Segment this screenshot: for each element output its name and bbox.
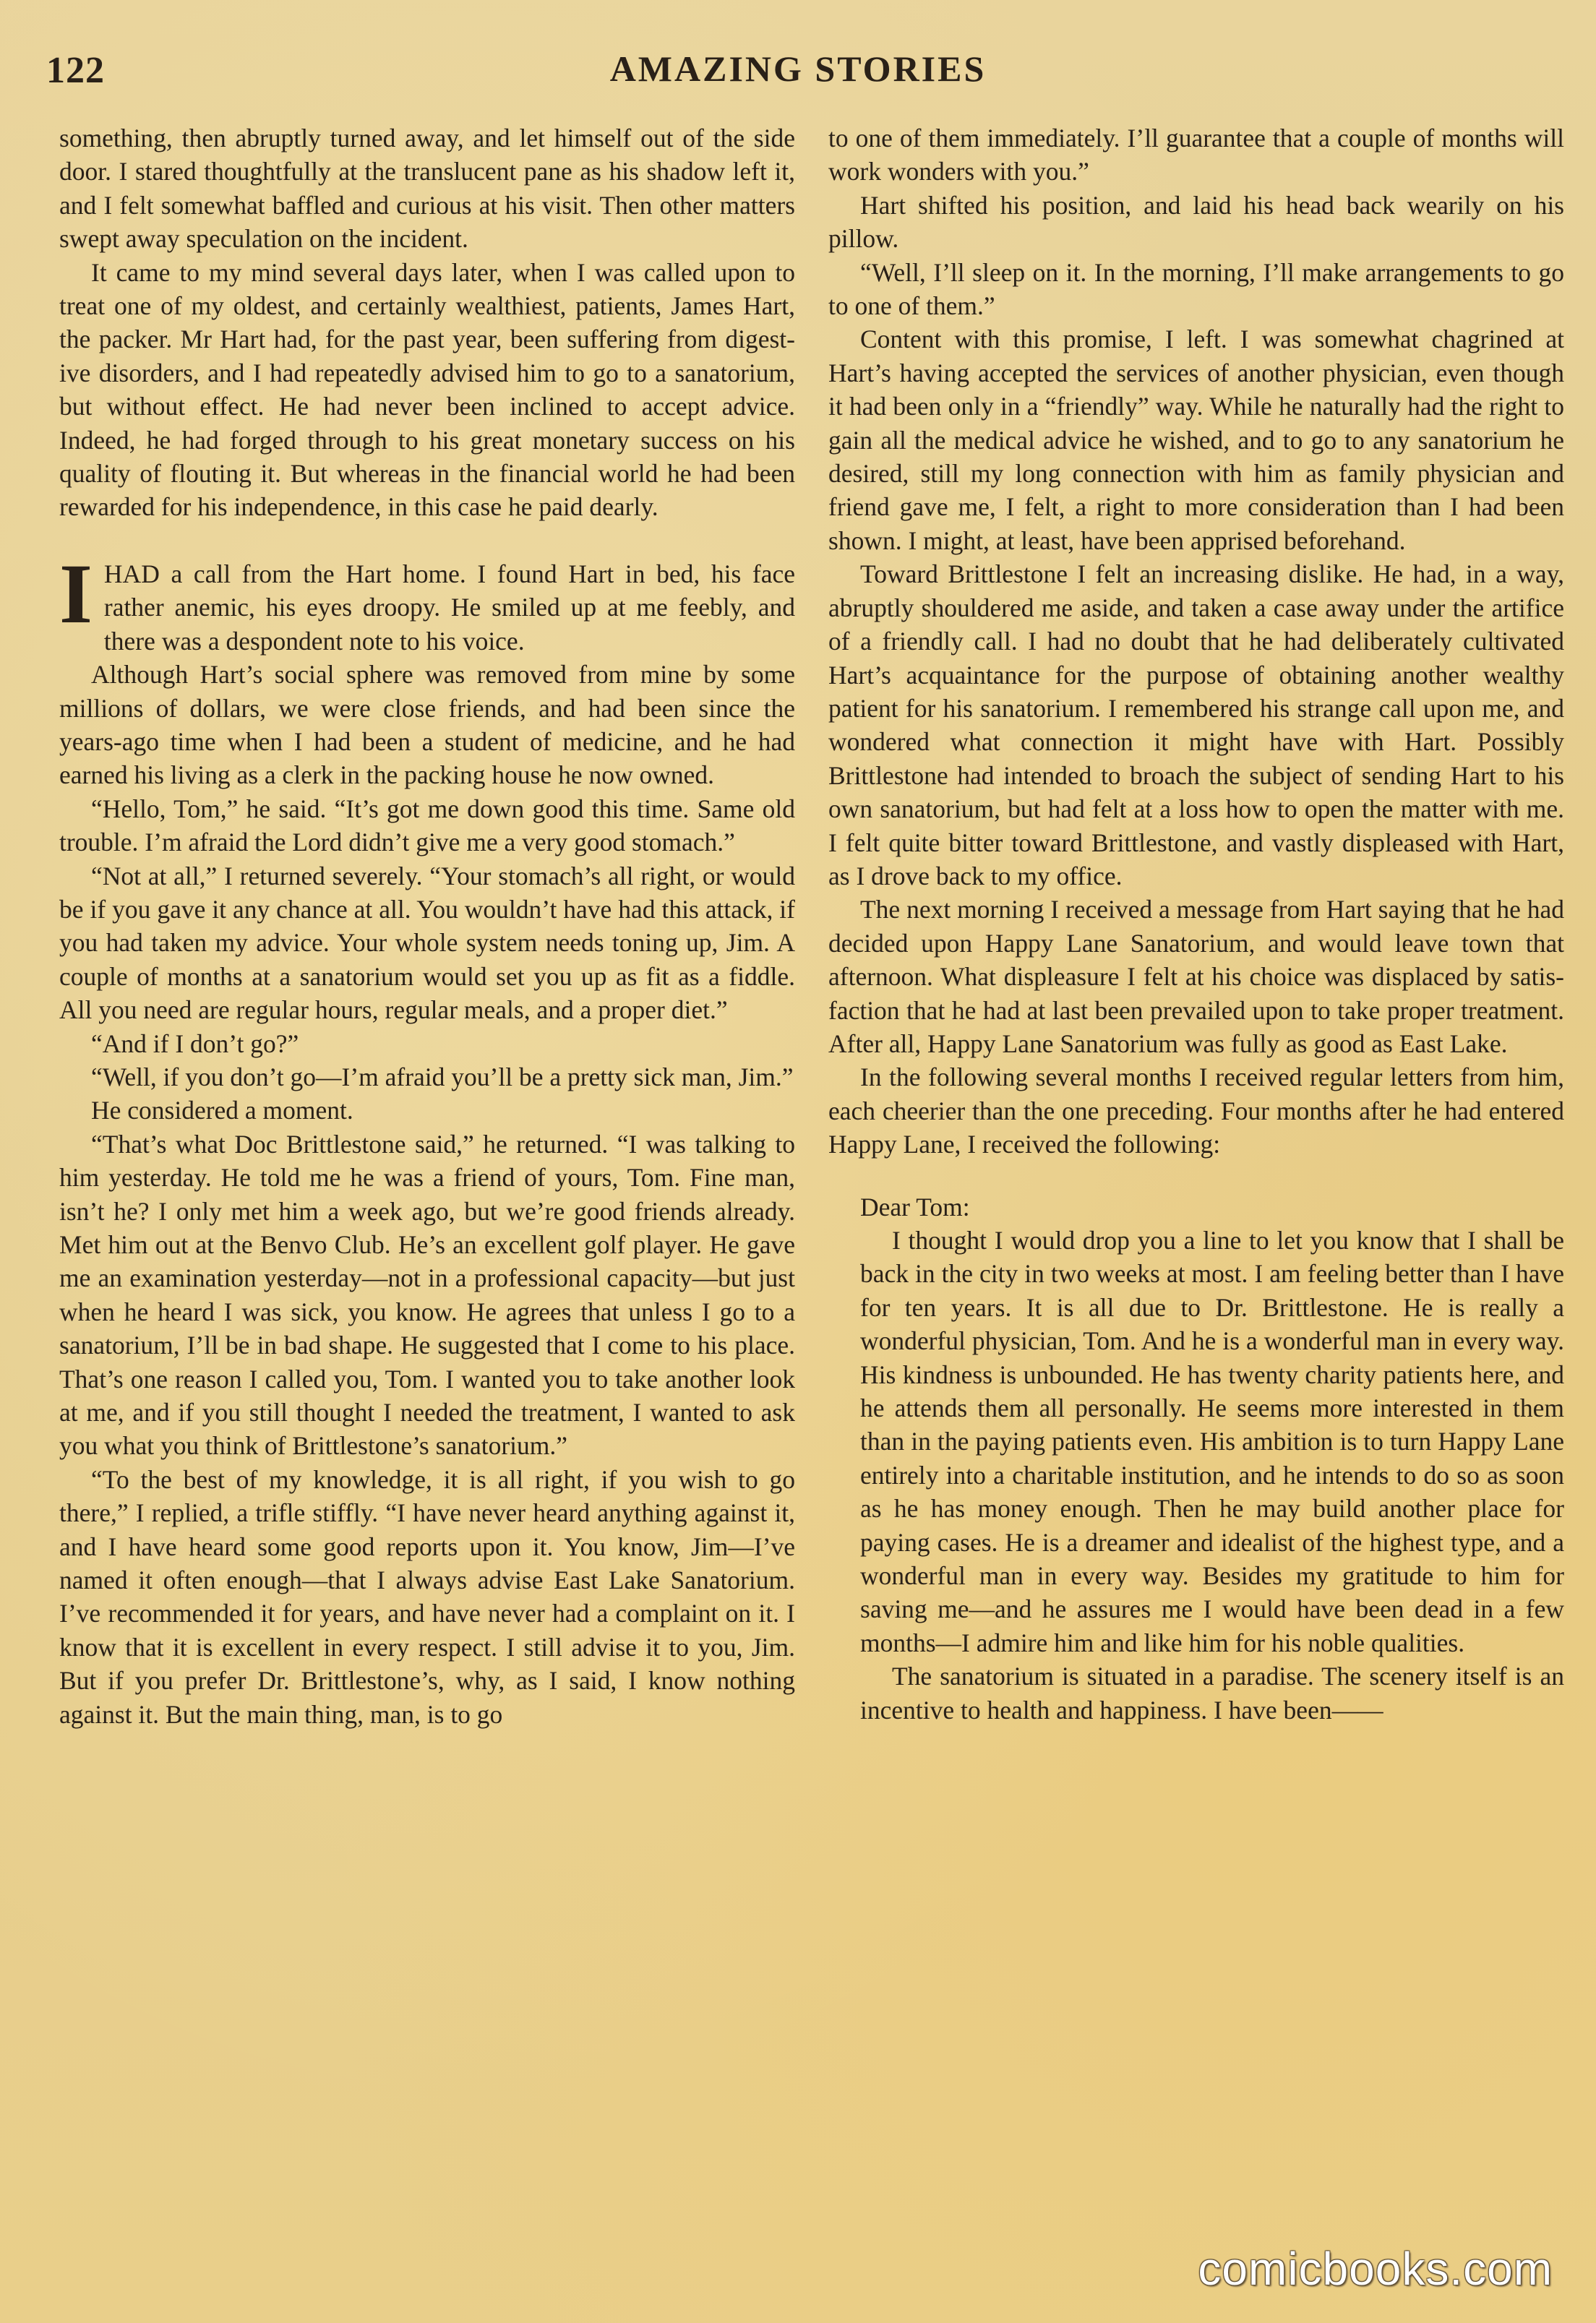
running-head: AMAZING STORIES [609, 48, 987, 89]
paragraph: to one of them immediately. I’ll guarantee that a couple of months will work wonders with you.” [828, 124, 1564, 186]
paragraph: “Not at all,” I returned severely. “Your stomach’s all right, or would be if you gave it any chance at all. You wouldn’t have had this attack, if you had taken my advice. Your whole system needs toning up, Jim. A couple of months at a sanatorium would set you up as fit as a fiddle. All you need are regular hours, regular meals, and a proper diet.” [59, 861, 795, 1025]
paragraph: “And if I don’t go?” [91, 1029, 299, 1058]
letter-salutation: Dear Tom: [860, 1192, 970, 1221]
paragraph: Hart shifted his position, and laid his head back wearily on his pillow. [828, 190, 1564, 254]
paragraph: Content with this promise, I left. I was somewhat chagrined at Hart’s having accepted the services of another physician, even though it had been only in a “friendly” way. While he naturally had the right to gain all the medical advice he wished, and to go to any sanatorium he desired, still my long connection with him as family physician and friend gave me, I felt, a right to more consideration than I had been shown. I might, at least, have been apprised beforehand. [828, 325, 1564, 555]
right-column [828, 121, 1564, 1727]
quoted-letter [828, 1190, 1564, 1727]
letter-paragraph: I thought I would drop you a line to let you know that I shall be back in the city in two weeks at most. I am feeling better than I have for ten years. It is all due to Dr. Brittlestone. He is really a wonderful physician, Tom. And he is a wonderful man in every way. His kindness is unbounded. He has twenty charity patients here, and he attends them all personally. He seems more interested in them than in the paying patients even. His ambition is to turn Happy Lane entirely into a charitable institution, and he intends to do so as soon as he has money enough. Then he may build another place for paying cases. He is a dreamer and idealist of the highest type, and a wonderful man in every way. Besides my gratitude to him for saving me—and he assures me I would have been dead in a few months—I admire him and like him for his noble qualities. [860, 1226, 1564, 1657]
paragraph: “That’s what Doc Brittlestone said,” he returned. “I was talking to him yesterday. He told me he was a friend of yours, Tom. Fine man, isn’t he? I only met him a week ago, but we’re good friends already. Met him out at the Benvo Club. He’s an excellent golf player. He gave me an examination yesterday—not in a professional capacity—but just when he heard I was sick, you know. He agrees that unless I go to a sanatorium, I’ll be in bad shape. He suggested that I come to his place. That’s one reason I called you, Tom. I wanted you to take another look at me, and if you still thought I needed the treatment, I wanted to ask you what you think of Brittlestone’s sanatorium.” [59, 1129, 795, 1461]
paragraph-text: HAD a call from the Hart home. I found Hart in bed, his face rather anemic, his eyes droopy. He smiled up at me feebly, and there was a despondent note to his voice. [103, 559, 795, 656]
left-column [59, 121, 795, 1731]
paragraph: He considered a moment. [91, 1096, 353, 1125]
paragraph: “Hello, Tom,” he said. “It’s got me down good this time. Same old trouble. I’m afraid the Lord didn’t give me a very good stomach.” [59, 794, 795, 857]
paragraph: Toward Brittlestone I felt an increasing dislike. He had, in a way, abruptly shouldered me aside, and taken a case away under the artifice of a friendly call. I had no doubt that he had deliberately cultivated Hart’s acquaintance for the purpose of obtaining another wealthy patient for his sanatorium. I remembered his strange call upon me, and wondered what connection it might have with Hart. Possibly Brittlestone had intended to broach the subject of sending Hart to his own sanatorium, but had felt at a loss how to open the matter with me. I felt quite bitter toward Brittlestone, and vastly displeased with Hart, as I drove back to my office. [828, 559, 1564, 890]
paragraph: It came to my mind several days later, when I was called upon to treat one of my oldest, and certainly wealthiest, patients, James Hart, the packer. Mr Hart had, for the past year, been suffering from digestive disorders, and I had repeatedly advised him to go to a sanatorium, but without effect. He had never been inclined to accept advice. Indeed, he had forged through to his great monetary success on his quality of flouting it. But whereas in the financial world he had been rewarded for his independence, in this case he paid dearly. [59, 257, 795, 522]
watermark: comicbooks.com [1198, 2243, 1553, 2295]
paragraph: “To the best of my knowledge, it is all right, if you wish to go there,” I replied, a trifle stiffly. “I have never heard anything against it, and I have heard some good reports upon it. You know, Jim—I’ve named it often enough—that I always advise East Lake Sanatorium. I’ve recommended it for years, and have never had a complaint on it. I know that it is excellent in every respect. I still advise it to you, Jim. But if you prefer Dr. Brittlestone’s, why, as I said, I know nothing against it. But the main thing, man, is to go [59, 1464, 795, 1729]
paragraph: In the following several months I received regular letters from him, each cheerier than the one preceding. Four months after he had entered Happy Lane, I received the following: [828, 1062, 1564, 1159]
paragraph: something, then abruptly turned away, and let himself out of the side door. I stared thoughtfully at the translucent pane as his shadow left it, and I felt somewhat baffled and curious at his visit. Then other matters swept away speculation on the incident. [59, 124, 795, 254]
paragraph: The next morning I received a message from Hart saying that he had decided upon Happy Lane Sanatorium, and would leave town that afternoon. What displeasure I felt at his choice was displaced by satisfaction that he had at last been prevailed upon to take proper treatment. After all, Happy Lane Sanatorium was fully as good as East Lake. [828, 895, 1564, 1058]
paragraph: “Well, I’ll sleep on it. In the morning, I’ll make arrangements to go to one of them.” [828, 257, 1564, 321]
paragraph: Although Hart’s social sphere was removed from mine by some millions of dollars, we were close friends, and had been since the years-ago time when I had been a student of medicine, and he had earned his living as a clerk in the packing house he now owned. [59, 660, 795, 790]
paragraph: “Well, if you don’t go—I’m afraid you’ll be a pretty sick man, Jim.” [91, 1062, 794, 1091]
letter-paragraph: The sanatorium is situated in a paradise. The scenery itself is an incentive to health and happiness. I have been—— [860, 1662, 1564, 1725]
section-opening-paragraph [59, 546, 795, 658]
drop-cap: I [59, 546, 93, 641]
page-number: 122 [46, 50, 105, 91]
